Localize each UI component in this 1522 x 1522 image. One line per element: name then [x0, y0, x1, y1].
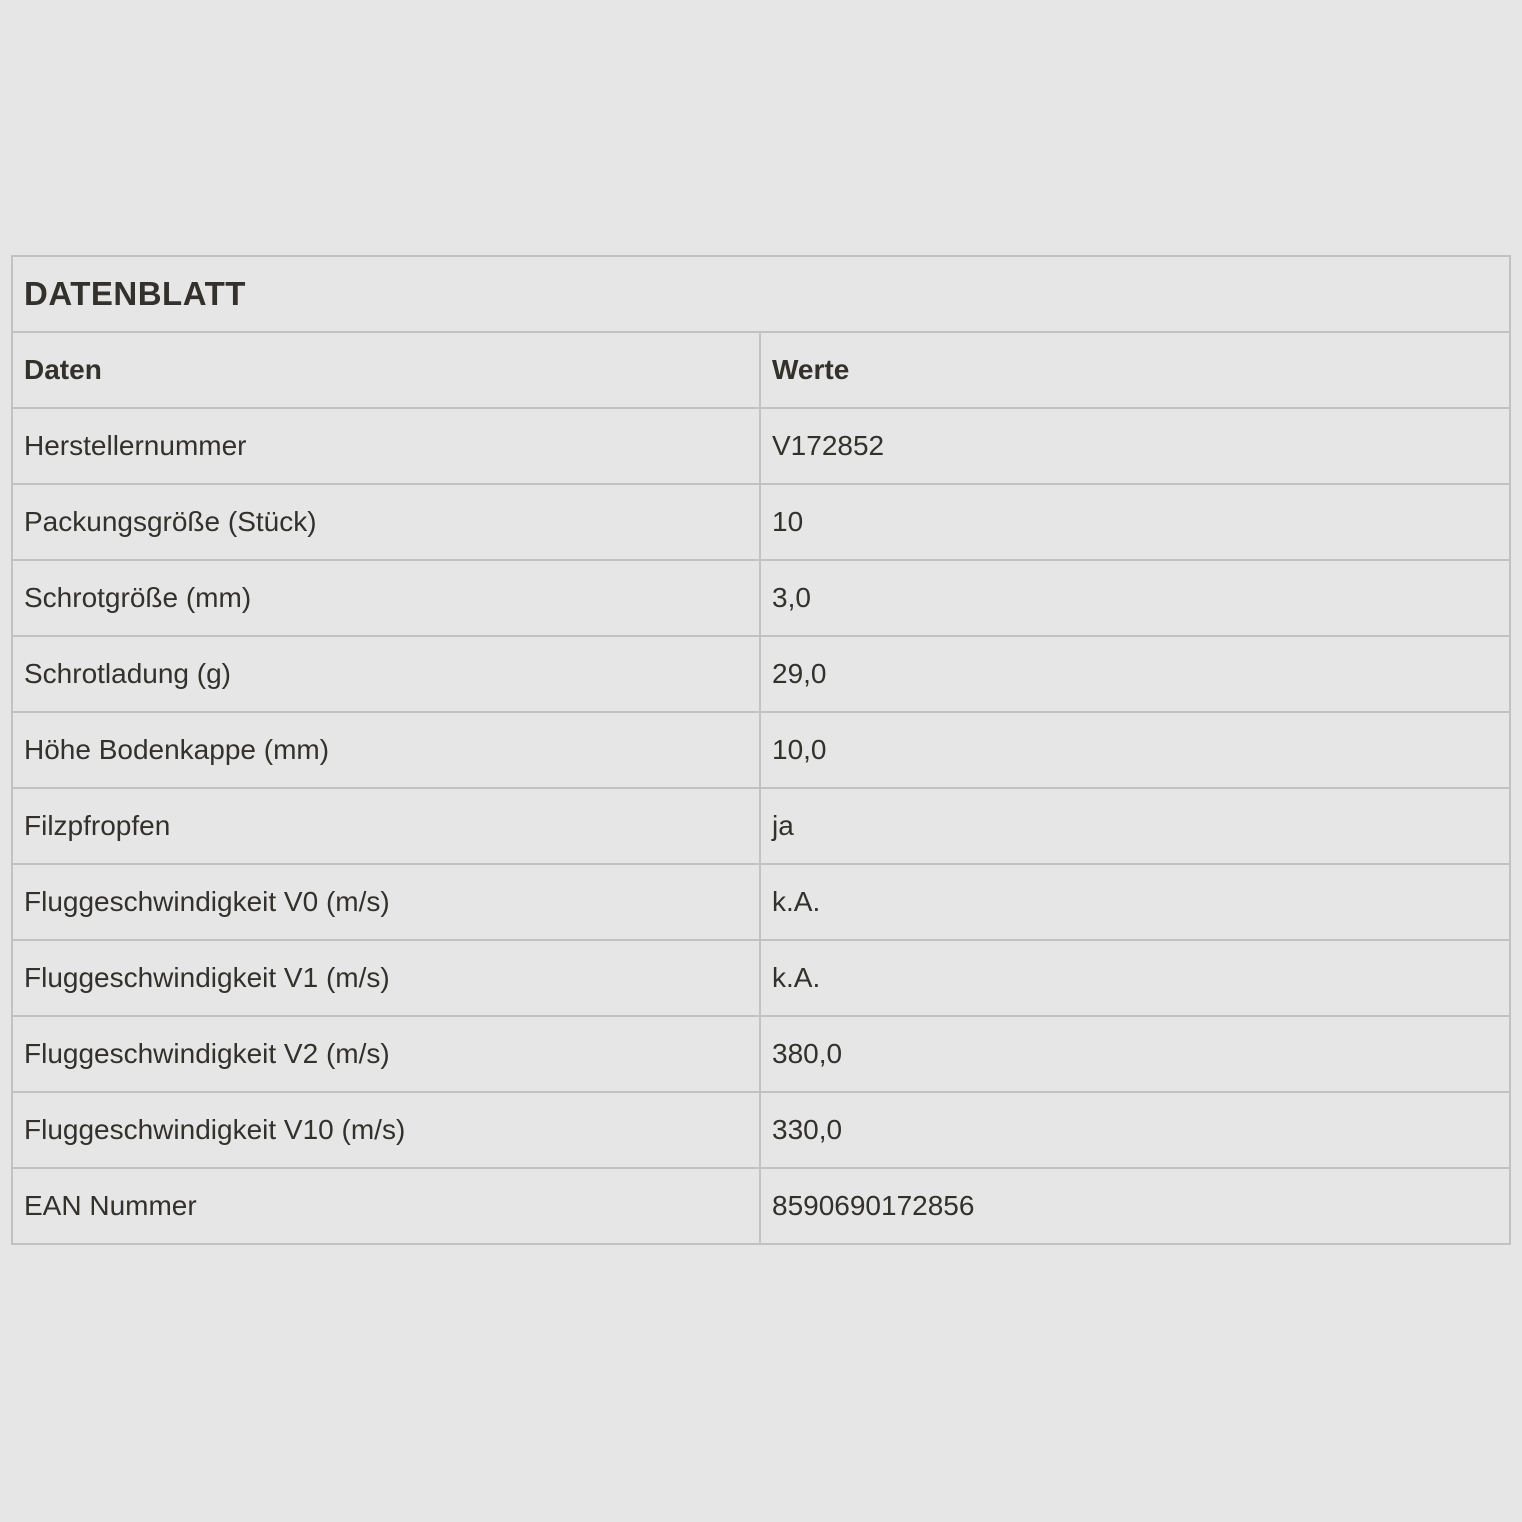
table-row	[12, 1092, 1510, 1168]
row-label: Herstellernummer	[12, 408, 760, 484]
column-header-werte: Werte	[760, 332, 1510, 408]
row-label: Fluggeschwindigkeit V2 (m/s)	[12, 1016, 760, 1092]
table-row	[12, 484, 1510, 560]
row-value: k.A.	[760, 940, 1510, 1016]
row-label: EAN Nummer	[12, 1168, 760, 1244]
row-value: ja	[760, 788, 1510, 864]
table-row	[12, 1168, 1510, 1244]
datasheet-table	[11, 255, 1511, 1245]
row-value: 3,0	[760, 560, 1510, 636]
column-header-daten: Daten	[12, 332, 760, 408]
row-value: 330,0	[760, 1092, 1510, 1168]
table-row	[12, 408, 1510, 484]
table-row	[12, 560, 1510, 636]
row-label: Schrotladung (g)	[12, 636, 760, 712]
row-value: 10,0	[760, 712, 1510, 788]
row-label: Packungsgröße (Stück)	[12, 484, 760, 560]
row-label: Fluggeschwindigkeit V0 (m/s)	[12, 864, 760, 940]
datasheet-title-row	[12, 256, 1510, 332]
row-value: V172852	[760, 408, 1510, 484]
table-row	[12, 712, 1510, 788]
table-row	[12, 788, 1510, 864]
table-row	[12, 636, 1510, 712]
row-value: 380,0	[760, 1016, 1510, 1092]
table-row	[12, 940, 1510, 1016]
table-row	[12, 1016, 1510, 1092]
row-label: Fluggeschwindigkeit V10 (m/s)	[12, 1092, 760, 1168]
row-label: Höhe Bodenkappe (mm)	[12, 712, 760, 788]
row-value: 29,0	[760, 636, 1510, 712]
row-label: Filzpfropfen	[12, 788, 760, 864]
datasheet-header-row	[12, 332, 1510, 408]
row-label: Schrotgröße (mm)	[12, 560, 760, 636]
row-value: k.A.	[760, 864, 1510, 940]
row-value: 8590690172856	[760, 1168, 1510, 1244]
row-label: Fluggeschwindigkeit V1 (m/s)	[12, 940, 760, 1016]
datasheet-title: DATENBLATT	[12, 256, 1510, 332]
row-value: 10	[760, 484, 1510, 560]
table-row	[12, 864, 1510, 940]
